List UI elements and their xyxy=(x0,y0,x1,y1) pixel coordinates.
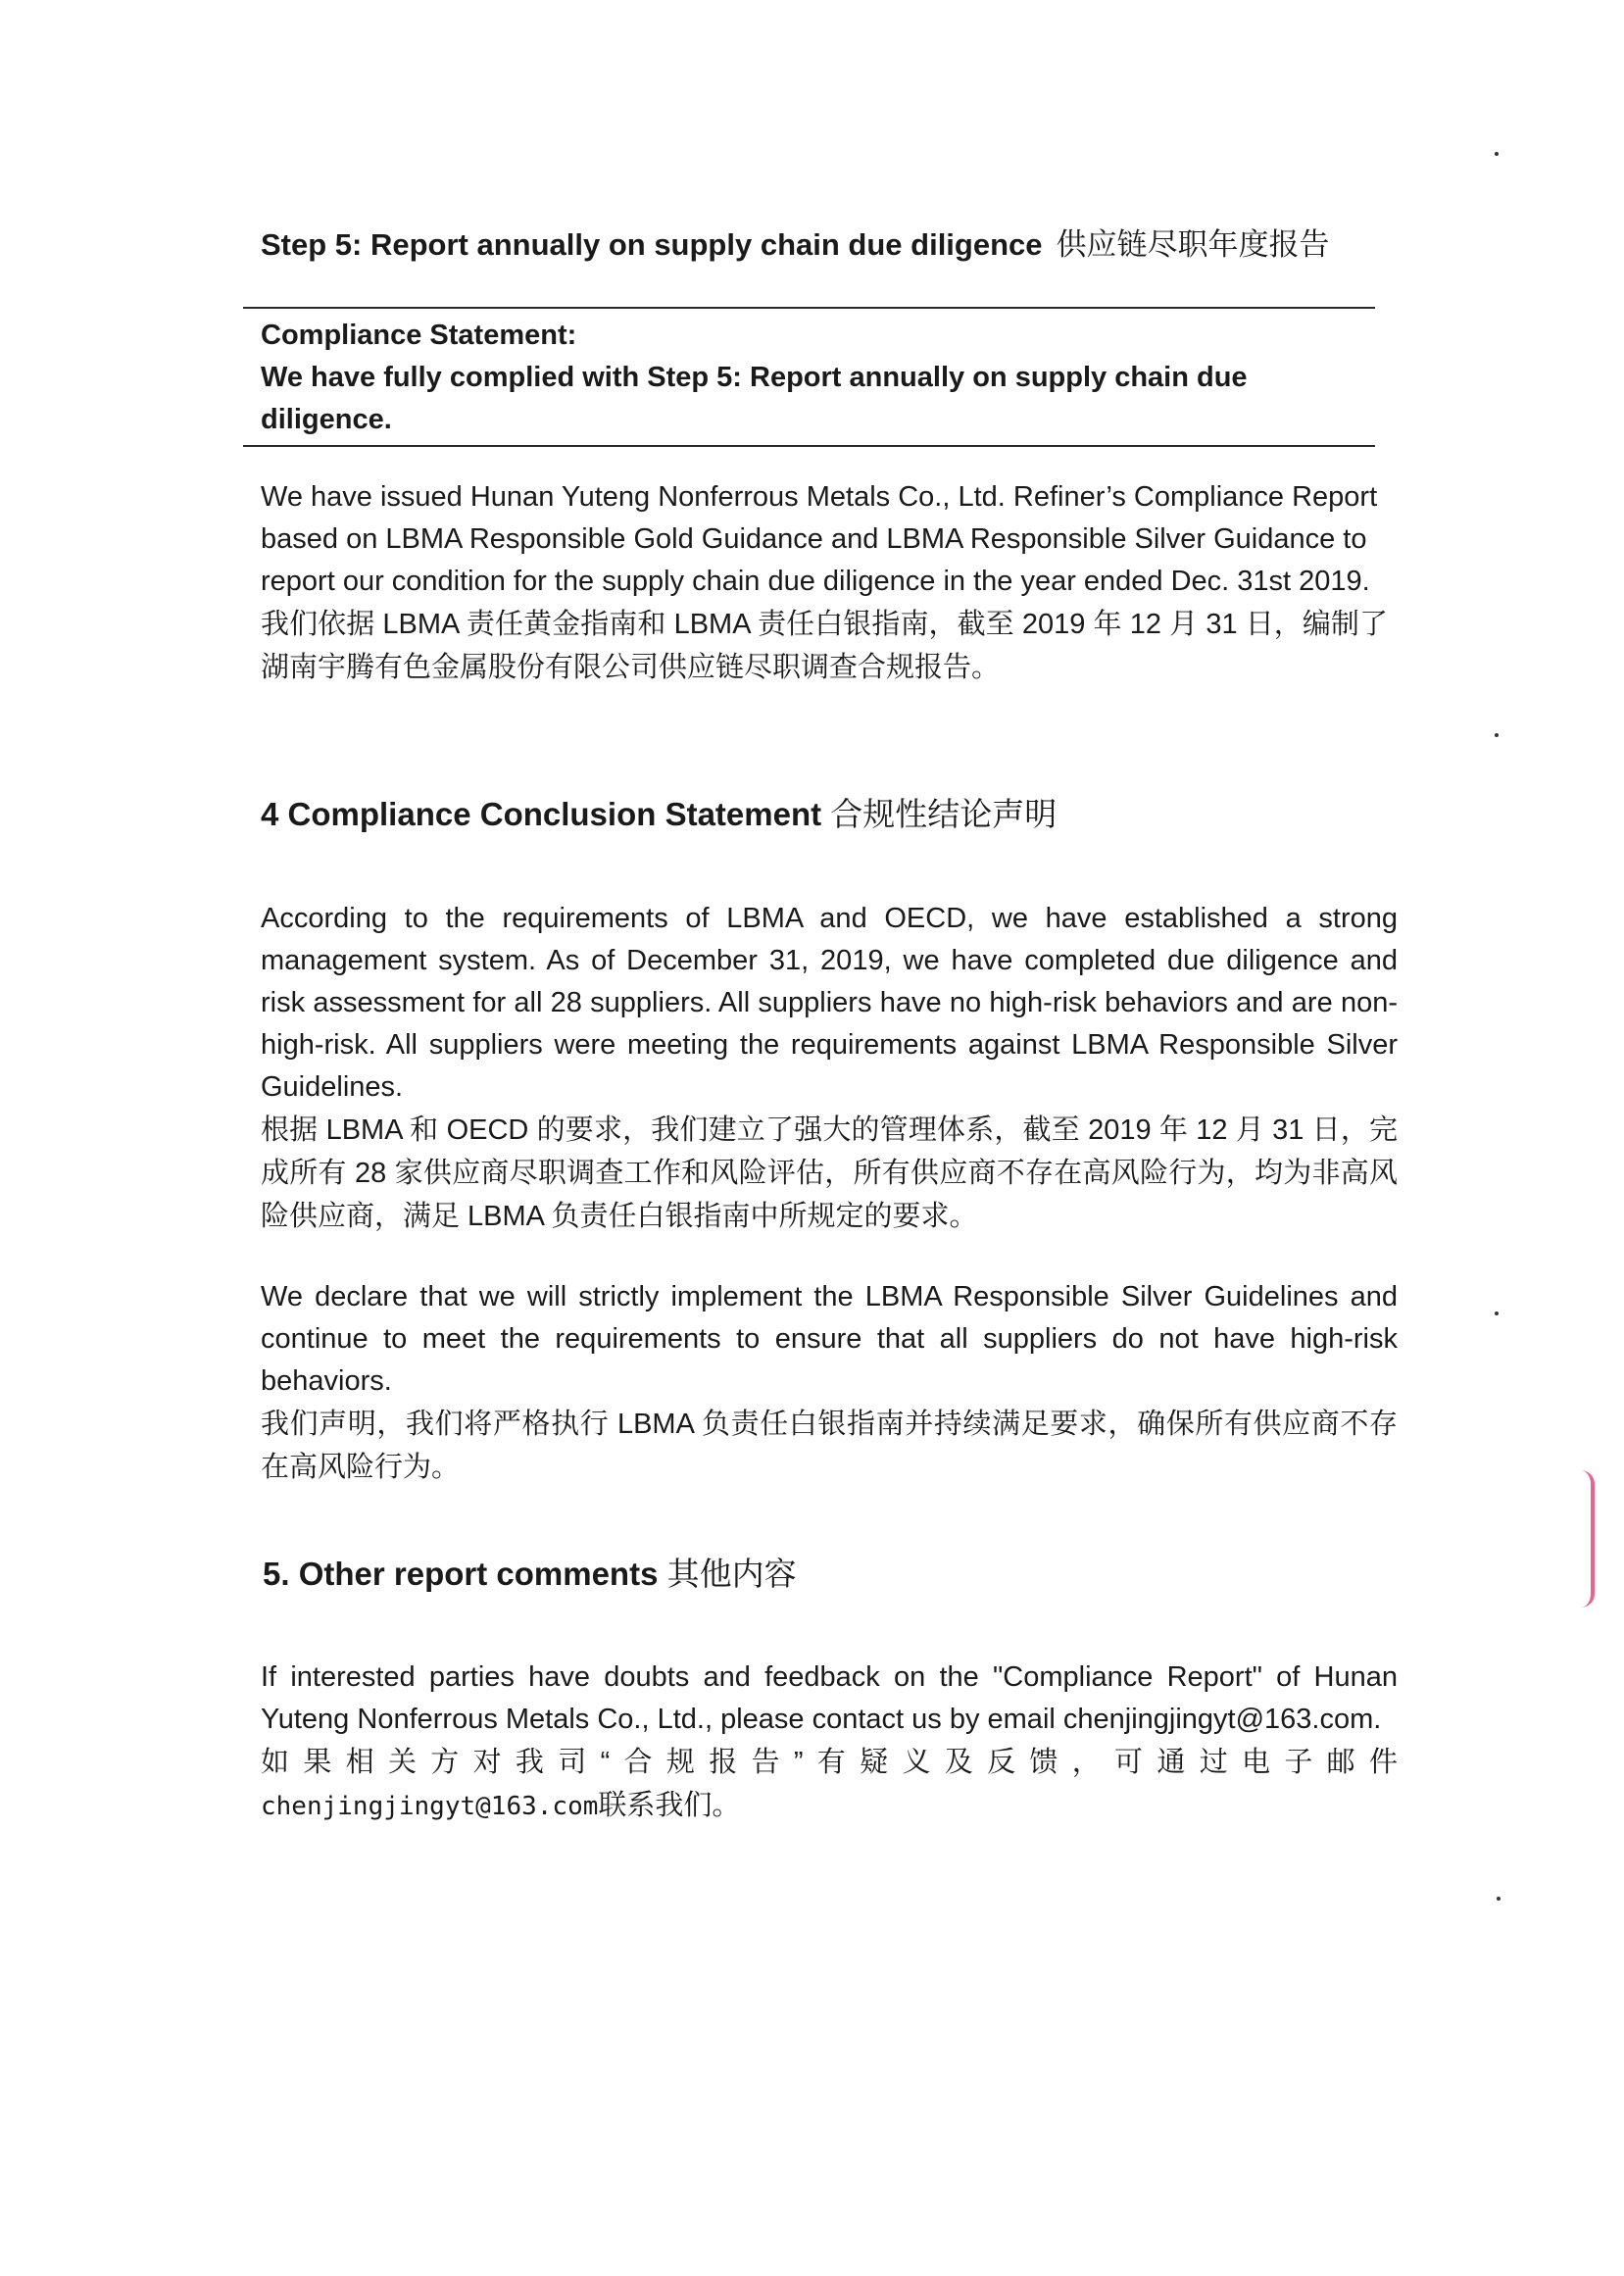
step5-heading xyxy=(261,223,1398,267)
compliance-statement-label: Compliance Statement: xyxy=(261,320,577,351)
compliance-statement-text-line1: We have fully complied with Step 5: Report annually on supply chain due xyxy=(261,362,1248,393)
contact-email: chenjingjingyt@163.com xyxy=(261,1792,599,1821)
contact-cn-after: 联系我们。 xyxy=(598,1790,741,1821)
scan-speck xyxy=(1495,152,1499,156)
report-issued-cn: 我们依据 LBMA 责任黄金指南和 LBMA 责任白银指南，截至 2019 年 12 月 31 日，编制了湖南宇腾有色金属股份有限公司供应链尽职调查合规报告。 xyxy=(261,609,1388,683)
contact-cn-before: 如果相关方对我司“合规报告”有疑义及反馈，可通过电子邮件 xyxy=(261,1747,1398,1778)
declaration-cn: 我们声明，我们将严格执行 LBMA 负责任白银指南并持续满足要求，确保所有供应商不存在高风险行为。 xyxy=(261,1409,1398,1483)
compliance-statement-box xyxy=(243,307,1375,447)
compliance-statement-text-line2: diligence. xyxy=(261,404,392,435)
step5-heading-en: Step 5: Report annually on supply chain due diligence xyxy=(261,227,1043,262)
conclusion-paragraph xyxy=(261,898,1398,1238)
contact-en: If interested parties have doubts and feedback on the "Compliance Report" of Hunan Yuteng Nonferrous Metals Co., Ltd., please contact us by email chenjingjingyt@163.com. xyxy=(261,1661,1398,1735)
scan-speck xyxy=(1497,1897,1501,1901)
report-issued-paragraph xyxy=(261,476,1388,689)
contact-cn xyxy=(261,1741,1398,1828)
section4-heading xyxy=(261,792,1398,837)
declaration-en: We declare that we will strictly implement the LBMA Responsible Silver Guidelines and continue to meet the requirements to ensure that all suppliers do not have high-risk behaviors. xyxy=(261,1281,1398,1397)
scan-speck xyxy=(1495,733,1499,737)
section4-heading-cn: 合规性结论声明 xyxy=(830,796,1058,832)
conclusion-cn: 根据 LBMA 和 OECD 的要求，我们建立了强大的管理体系，截至 2019 年 12 月 31 日，完成所有 28 家供应商尽职调查工作和风险评估，所有供应商不存在高风险行为，均为非高风险供应商，满足 LBMA 负责任白银指南中所规定的要求。 xyxy=(261,1114,1398,1232)
contact-paragraph xyxy=(261,1657,1398,1828)
declaration-paragraph xyxy=(261,1276,1398,1489)
section4-heading-en: 4 Compliance Conclusion Statement xyxy=(261,796,822,832)
section5-heading-cn: 其他内容 xyxy=(666,1556,797,1592)
report-issued-en: We have issued Hunan Yuteng Nonferrous Metals Co., Ltd. Refiner’s Compliance Report based on LBMA Responsible Gold Guidance and LBMA Responsible Silver Guidance to report our condition for the supply chain due diligence in the year ended Dec. 31st 2019. xyxy=(261,481,1378,597)
section5-heading-en: 5. Other report comments xyxy=(263,1556,659,1592)
pink-edge-mark xyxy=(1581,1470,1595,1608)
section5-heading xyxy=(263,1552,1400,1597)
scan-speck xyxy=(1495,1311,1499,1315)
step5-heading-cn: 供应链尽职年度报告 xyxy=(1056,227,1330,262)
conclusion-en: According to the requirements of LBMA and OECD, we have established a strong management system. As of December 31, 2019, we have completed due diligence and risk assessment for all 28 suppliers. All suppliers have no high-risk behaviors and are non-high-risk. All suppliers were meeting the requirements against LBMA Responsible Silver Guidelines. xyxy=(261,903,1398,1103)
